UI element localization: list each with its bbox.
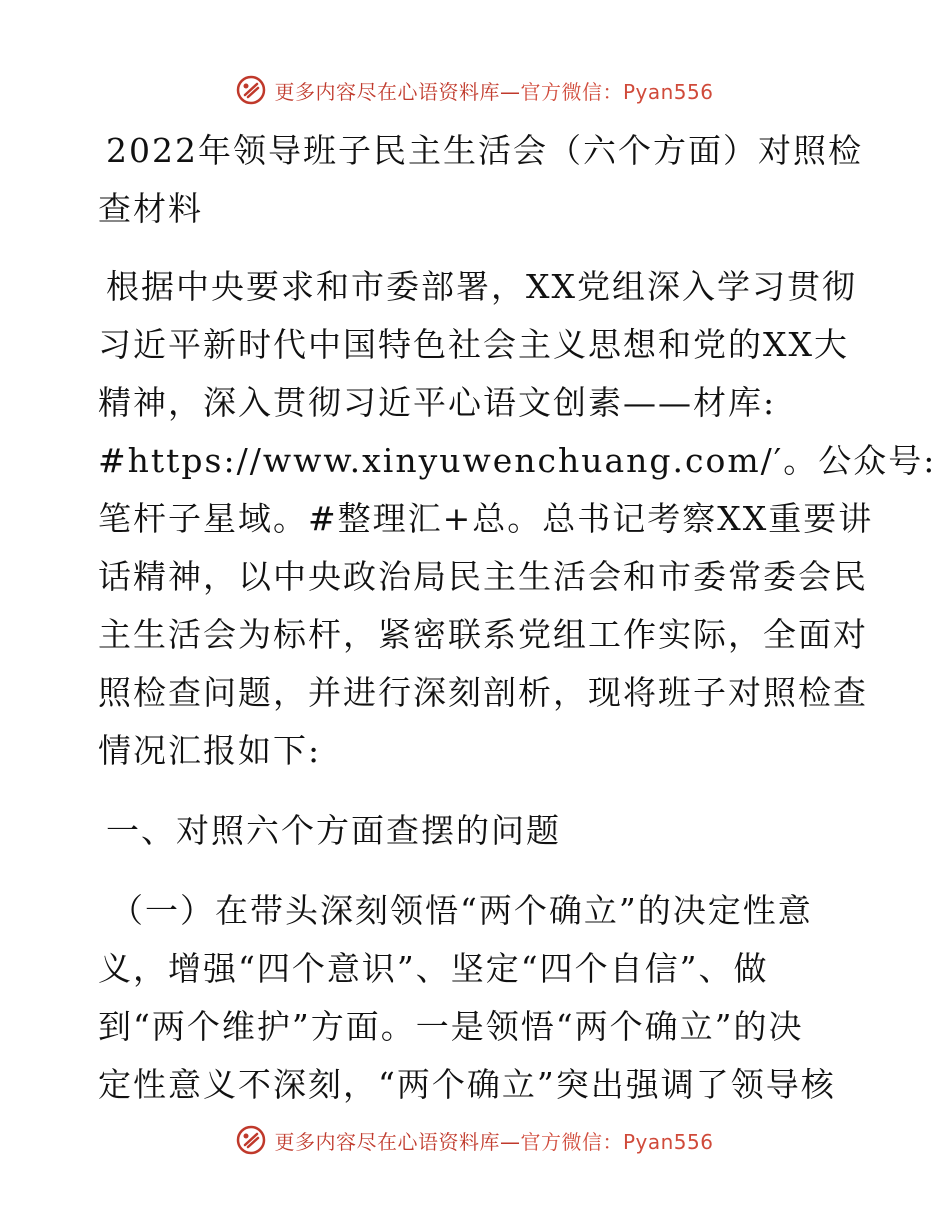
document-title — [98, 122, 863, 238]
watermark-main-text: 更多内容尽在心语资料库 — [274, 79, 500, 104]
paragraph-line: 义，增强“四个意识”、坚定“四个自信”、做 — [98, 949, 769, 988]
paragraph-line: #https://www.xinyuwenchuang.com/′。公众号: — [98, 441, 937, 480]
paragraph-line: 主生活会为标杆，紧密联系党组工作实际，全面对 — [98, 615, 868, 654]
paragraph-line: 到“两个维护”方面。一是领悟“两个确立”的决 — [98, 1007, 804, 1046]
subsection-paragraph — [98, 882, 858, 1114]
watermark-wechat-text: 官方微信：Pyan556 — [520, 79, 714, 104]
paragraph-line: 精神，深入贯彻习近平心语文创素——材库: — [98, 383, 777, 422]
title-line: 查材料 — [98, 189, 203, 228]
watermark-separator: — — [499, 79, 521, 104]
section-heading: 一、对照六个方面查摆的问题 — [106, 811, 561, 850]
title-line: 2022年领导班子民主生活会（六个方面）对照检 — [106, 131, 863, 170]
paragraph-line: 情况汇报如下: — [98, 731, 322, 770]
paragraph-line: 照检查问题，并进行深刻剖析，现将班子对照检查 — [98, 673, 868, 712]
paragraph-line: 习近平新时代中国特色社会主义思想和党的XX大 — [98, 325, 849, 364]
paragraph-line: 根据中央要求和市委部署，XX党组深入学习贯彻 — [106, 267, 857, 306]
watermark-separator: — — [499, 1129, 521, 1154]
seal-logo-icon — [236, 75, 266, 105]
paragraph-line: 定性意义不深刻，“两个确立”突出强调了领导核 — [98, 1065, 836, 1104]
paragraph-line: 话精神，以中央政治局民主生活会和市委常委会民 — [98, 557, 868, 596]
paragraph-line: 笔杆子星域。#整理汇+总。总书记考察XX重要讲 — [98, 499, 874, 538]
intro-paragraph — [98, 258, 937, 780]
footer-watermark — [0, 1120, 950, 1160]
seal-logo-icon — [236, 1125, 266, 1155]
paragraph-line: （一）在带头深刻领悟“两个确立”的决定性意 — [110, 891, 813, 930]
watermark-wechat-text: 官方微信：Pyan556 — [520, 1129, 714, 1154]
document-body — [98, 122, 937, 1114]
header-watermark — [0, 70, 950, 110]
watermark-main-text: 更多内容尽在心语资料库 — [274, 1129, 500, 1154]
